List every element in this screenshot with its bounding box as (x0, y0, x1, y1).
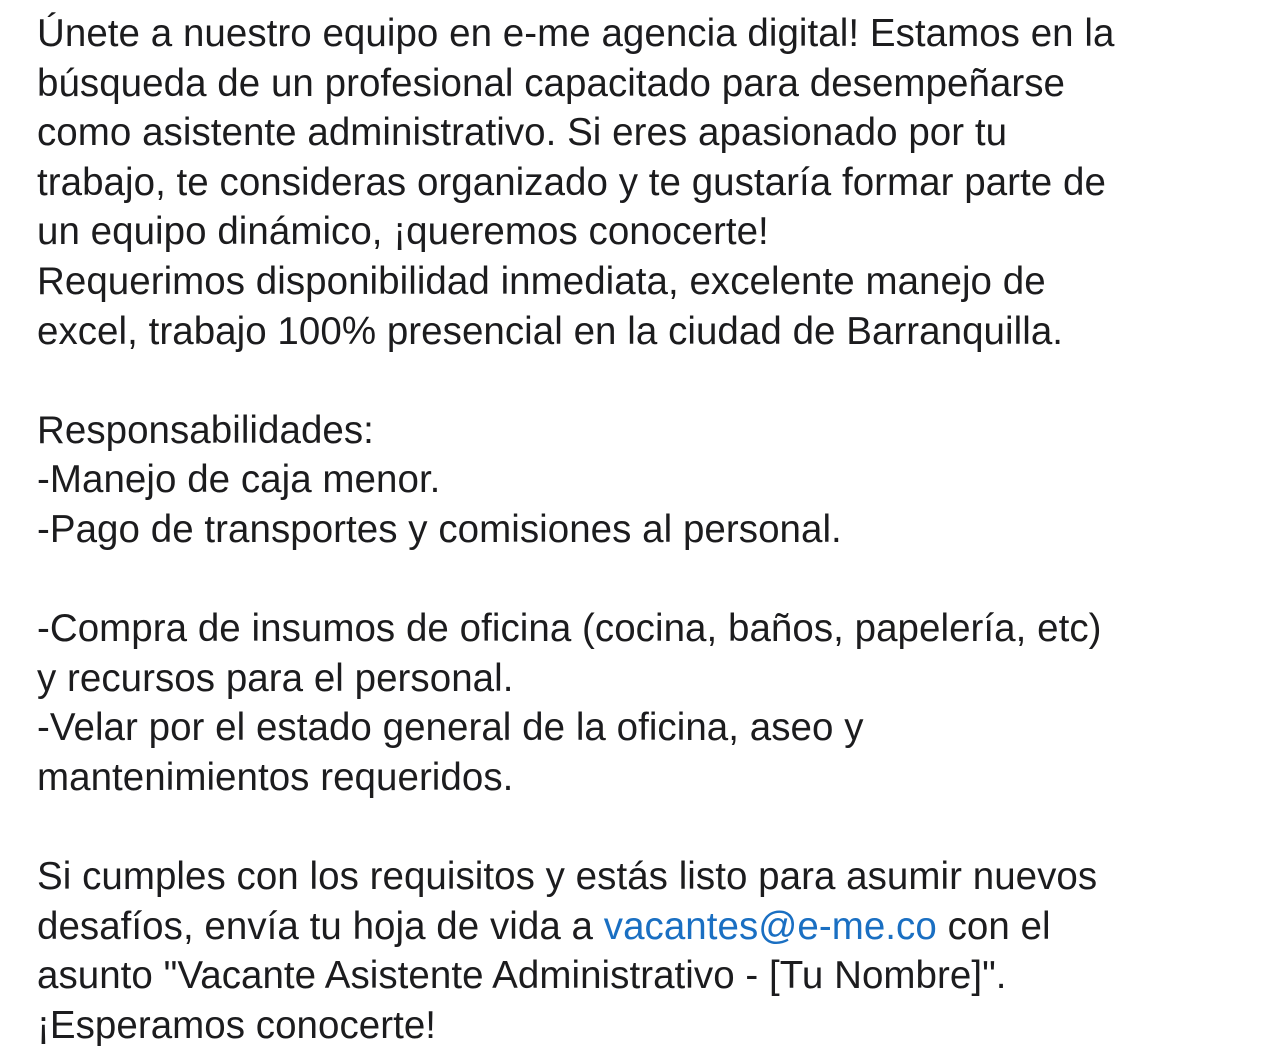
responsibility-item: mantenimientos requeridos. (37, 755, 514, 799)
job-post-body (37, 9, 1262, 1050)
intro-line: excel, trabajo 100% presencial en la ciudad de Barranquilla. (37, 309, 1064, 353)
closing-line: asunto "Vacante Asistente Administrativo - [Tu Nombre]". (37, 954, 1007, 998)
responsibility-item: -Pago de transportes y comisiones al personal. (37, 507, 842, 551)
closing-line-with-email (37, 902, 1262, 952)
intro-line: Únete a nuestro equipo en e-me agencia digital! Estamos en la (37, 12, 1115, 55)
paragraph-gap (37, 803, 1262, 853)
responsibility-item: -Compra de insumos de oficina (cocina, baños, papelería, etc) (37, 607, 1102, 651)
intro-line: Requerimos disponibilidad inmediata, excelente manejo de (37, 259, 1046, 303)
intro-line: búsqueda de un profesional capacitado para desempeñarse (37, 61, 1066, 105)
responsibility-item: y recursos para el personal. (37, 656, 514, 700)
email-link[interactable]: vacantes@e-me.co (603, 904, 937, 948)
intro-line: un equipo dinámico, ¡queremos conocerte! (37, 210, 769, 254)
intro-line: como asistente administrativo. Si eres apasionado por tu (37, 111, 1008, 155)
paragraph-gap (37, 555, 1262, 605)
closing-line: ¡Esperamos conocerte! (37, 1003, 437, 1047)
paragraph-gap (37, 356, 1262, 406)
closing-text-before-email: desafíos, envía tu hoja de vida a (37, 904, 604, 948)
responsibility-item: -Velar por el estado general de la oficina, aseo y (37, 706, 864, 750)
intro-line: trabajo, te consideras organizado y te gustaría formar parte de (37, 160, 1106, 204)
closing-text-after-email: con el (936, 904, 1051, 948)
closing-line: Si cumples con los requisitos y estás listo para asumir nuevos (37, 855, 1098, 899)
responsibility-item: -Manejo de caja menor. (37, 458, 441, 502)
responsibilities-heading: Responsabilidades: (37, 408, 374, 452)
